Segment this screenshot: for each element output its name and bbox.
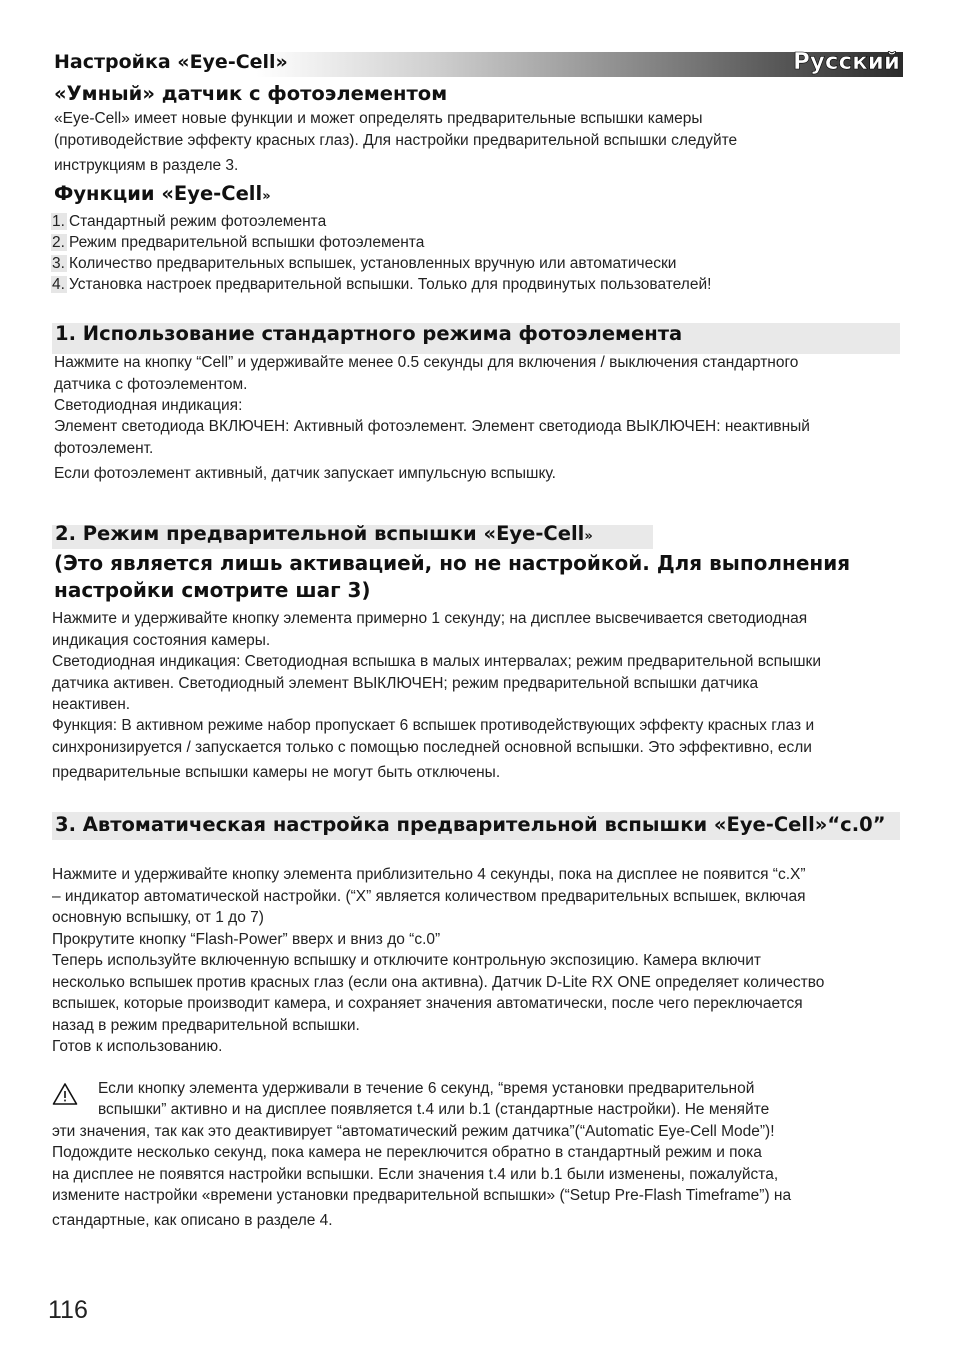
section2-heading	[55, 522, 593, 545]
list-item	[51, 211, 326, 232]
intro-line: инструкциям в разделе 3.	[54, 157, 239, 174]
section2-heading-tail: »	[584, 529, 593, 544]
section2-subheading: настройки смотрите шаг 3)	[54, 578, 371, 602]
list-item-text: Установка настроек предварительной вспышки. Только для продвинутых пользователей!	[68, 276, 712, 293]
intro-line: «Eye-Cell» имеет новые функции и может определять предварительные вспышки камеры	[54, 110, 703, 127]
section1-heading: 1. Использование стандартного режима фотоэлемента	[55, 322, 683, 345]
section2-subheading: (Это является лишь активацией, но не настройкой. Для выполнения	[54, 551, 851, 575]
page-title: Настройка «Eye-Cell»	[54, 51, 288, 73]
language-label: Русский	[793, 49, 900, 75]
section2-line: Светодиодная индикация: Светодиодная вспышка в малых интервалах; режим предварительной вспышки	[52, 653, 821, 670]
warning-line: эти значения, так как это деактивирует “автоматический режим датчика”(“Automatic Eye-Cell Mode”)!	[52, 1123, 775, 1140]
section3-line: назад в режим предварительной вспышки.	[52, 1017, 360, 1034]
warning-line: на дисплее не появятся настройки вспышки. Если значения t.4 или b.1 были изменены, пожалуйста,	[52, 1166, 779, 1183]
list-item-text: Стандартный режим фотоэлемента	[68, 213, 327, 230]
section2-line: Нажмите и удерживайте кнопку элемента примерно 1 секунду; на дисплее высвечивается светодиодная	[52, 610, 808, 627]
section3-line: несколько вспышек против красных глаз (если она активна). Датчик D-Lite RX ONE определяет количество	[52, 974, 825, 991]
section2-line: датчика активен. Светодиодный элемент ВЫКЛЮЧЕН; режим предварительной вспышки датчика	[52, 675, 759, 692]
section2-heading-main: 2. Режим предварительной вспышки «Eye-Cell	[55, 522, 585, 545]
section3-line: Теперь используйте включенную вспышку и отключите контрольную экспозицию. Камера включит	[52, 952, 761, 969]
list-item-number: 3.	[52, 255, 65, 272]
warning-line: Подождите несколько секунд, пока камера не переключится обратно в стандартный режим и пока	[52, 1144, 762, 1161]
section3-line: Готов к использованию.	[52, 1038, 223, 1055]
list-item-text: Количество предварительных вспышек, установленных вручную или автоматически	[68, 255, 677, 272]
page-number: 116	[48, 1296, 88, 1324]
warning-line: Если кнопку элемента удерживали в течение 6 секунд, “время установки предварительной	[98, 1080, 755, 1097]
list-item	[51, 232, 424, 253]
list-item-number: 2.	[52, 234, 65, 251]
section3-line: Прокрутите кнопку “Flash-Power” вверх и вниз до “c.0”	[52, 931, 441, 948]
section3-line: вспышек, которые производит камера, и сохраняет значения автоматически, после чего переключается	[52, 995, 803, 1012]
list-item-text: Режим предварительной вспышки фотоэлемента	[68, 234, 425, 251]
section1-line: Если фотоэлемент активный, датчик запускает импульсную вспышку.	[54, 465, 556, 482]
section2-line: индикация состояния камеры.	[52, 632, 271, 649]
section3-line: основную вспышку, от 1 до 7)	[52, 909, 264, 926]
section1-line: Светодиодная индикация:	[54, 397, 243, 414]
section3-line: Нажмите и удерживайте кнопку элемента приблизительно 4 секунды, пока на дисплее не появится “c.X”	[52, 866, 806, 883]
warning-triangle-icon	[52, 1082, 78, 1106]
intro-line: (противодействие эффекту красных глаз). Для настройки предварительной вспышки следуйте	[54, 132, 738, 149]
warning-line: стандартные, как описано в разделе 4.	[52, 1212, 333, 1229]
list-item-number: 4.	[52, 276, 65, 293]
section1-line: датчика с фотоэлементом.	[54, 376, 248, 393]
section2-line: предварительные вспышки камеры не могут быть отключены.	[52, 764, 501, 781]
functions-heading-tail: »	[262, 189, 271, 204]
section3-line: – индикатор автоматической настройки. (“X” является количеством предварительных вспышек, включая	[52, 888, 806, 905]
section2-line: синхронизируется / запускается только с помощью последней основной вспышки. Это эффективно, если	[52, 739, 812, 756]
list-item-number: 1.	[52, 213, 65, 230]
section1-line: фотоэлемент.	[54, 440, 154, 457]
list-item	[51, 274, 711, 295]
section2-line: неактивен.	[52, 696, 131, 713]
warning-line: измените настройки «времени установки предварительной вспышки» (“Setup Pre-Flash Timeframe”) на	[52, 1187, 792, 1204]
functions-heading-main: Функции «Eye-Cell	[54, 182, 263, 205]
section2-line: Функция: В активном режиме набор пропускает 6 вспышек противодействующих эффекту красных глаз и	[52, 717, 815, 734]
intro-heading: «Умный» датчик с фотоэлементом	[54, 82, 448, 105]
list-item	[51, 253, 676, 274]
section3-heading: 3. Автоматическая настройка предварительной вспышки «Eye-Cell»“c.0”	[55, 813, 886, 836]
section1-line: Нажмите на кнопку “Cell” и удерживайте менее 0.5 секунды для включения / выключения стандартного	[54, 354, 799, 371]
warning-line: вспышки” активно и на дисплее появляется t.4 или b.1 (стандартные настройки). Не меняйте	[98, 1101, 770, 1118]
functions-heading	[54, 182, 271, 205]
section1-line: Элемент светодиода ВКЛЮЧЕН: Активный фотоэлемент. Элемент светодиода ВЫКЛЮЧЕН: неактивный	[54, 418, 810, 435]
